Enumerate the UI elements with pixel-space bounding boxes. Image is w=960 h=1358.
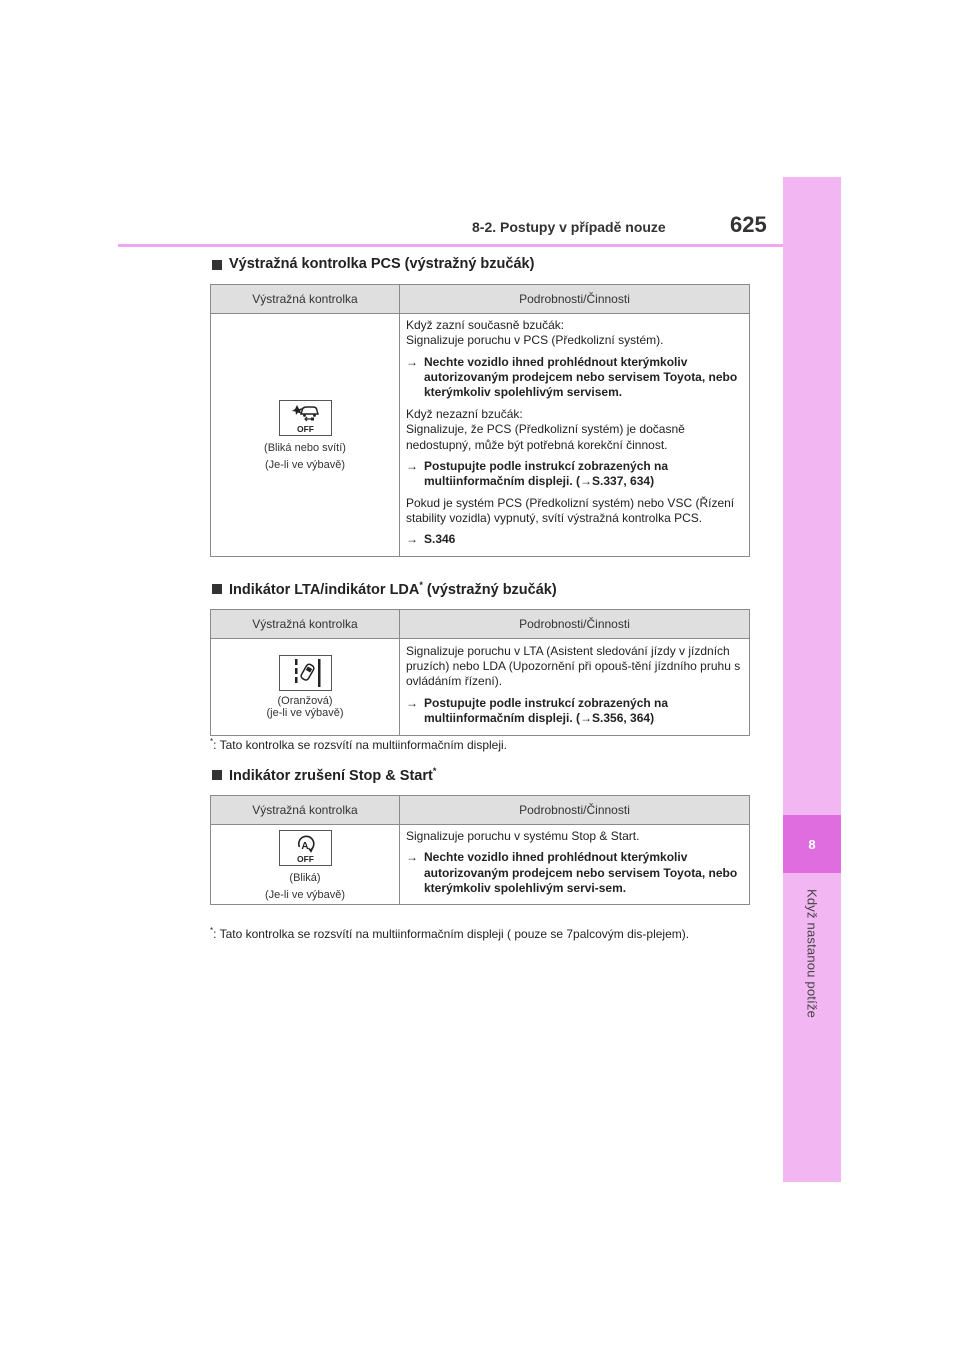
indicator-caption-equipment: (je-li ve výbavě) [266, 707, 344, 719]
action-item [406, 696, 743, 727]
running-header-section: 8-2. Postupy v případě nouze [472, 219, 666, 235]
pcs-off-icon [279, 400, 332, 436]
arrow-right-icon: → [406, 850, 418, 865]
condition-text: Když nezazní bzučák: [406, 406, 523, 421]
indicator-caption-state: (Bliká) [289, 872, 321, 885]
footnote-lta [210, 736, 750, 755]
column-header-indicator: Výstražná kontrolka [211, 796, 400, 825]
table-row [211, 314, 750, 557]
footnote-marker: * [210, 737, 214, 746]
arrow-right-icon: → [406, 354, 418, 369]
footnote-text: : Tato kontrolka se rozsvítí na multiinformačním displeji. [213, 738, 508, 752]
table-header-row [211, 796, 750, 825]
arrow-right-icon: → [406, 532, 418, 547]
paragraph [406, 318, 743, 349]
indicator-caption-color: (Oranžová) [277, 695, 333, 707]
footnote-marker: * [432, 766, 437, 776]
column-header-details: Podrobnosti/Činnosti [400, 610, 750, 639]
details-cell [400, 314, 750, 557]
action-item [406, 850, 743, 896]
header-rule [118, 244, 783, 247]
heading-lta-main: Indikátor LTA/indikátor LDA [229, 581, 420, 598]
chapter-title-text: Když nastanou potíže [804, 889, 820, 1019]
indicator-cell [211, 314, 400, 557]
square-bullet-icon [212, 770, 222, 780]
chapter-number-tab[interactable]: 8 [783, 815, 841, 873]
heading-stop-start [212, 766, 436, 784]
description-text: Signalizuje poruchu v PCS (Předkolizní systém). [406, 333, 664, 348]
lane-departure-icon [279, 655, 332, 691]
action-text [424, 459, 743, 490]
details-cell [400, 639, 750, 736]
stop-start-icon-letter: A [300, 841, 309, 853]
table-pcs [210, 284, 750, 557]
action-item [406, 355, 743, 401]
footnote-marker: * [419, 580, 423, 590]
heading-stop-start-text [229, 766, 436, 784]
column-header-indicator: Výstražná kontrolka [211, 610, 400, 639]
action-item [406, 459, 743, 490]
arrow-right-icon: → [580, 711, 593, 726]
square-bullet-icon [212, 584, 222, 594]
arrow-right-icon: → [406, 695, 418, 710]
heading-stop-start-main: Indikátor zrušení Stop & Start [229, 767, 433, 784]
column-header-indicator: Výstražná kontrolka [211, 285, 400, 314]
action-text: Nechte vozidlo ihned prohlédnout kterýmkoliv autorizovaným prodejcem nebo servisem Toyota, nebo kterýmkoliv spolehlivým servi-sem. [424, 850, 738, 896]
action-item [406, 532, 743, 547]
arrow-right-icon: → [406, 458, 418, 473]
footnote-marker: * [210, 926, 214, 935]
indicator-cell [211, 639, 400, 736]
details-cell [400, 825, 750, 905]
paragraph: Signalizuje poruchu v systému Stop & Start. [406, 829, 640, 843]
heading-pcs [212, 256, 534, 272]
page-reference-link[interactable]: S.346 [424, 532, 456, 547]
page-reference-link[interactable]: S.337, 634) [592, 474, 655, 489]
action-text-main: Postupujte podle instrukcí zobrazených na multiinformačním displeji. ( [424, 458, 669, 489]
heading-lta-text [229, 580, 557, 598]
table-lta [210, 609, 750, 736]
indicator-caption-state: (Bliká nebo svítí) [264, 442, 346, 455]
heading-lta [212, 580, 557, 598]
description-text: Signalizuje, že PCS (Předkolizní systém) je dočasně nedostupný, může být potřebná korekční činnost. [406, 422, 685, 452]
chapter-sidebar [783, 177, 841, 1182]
heading-lta-rest: (výstražný bzučák) [422, 581, 557, 598]
column-header-details: Podrobnosti/Činnosti [400, 796, 750, 825]
chapter-title [783, 889, 841, 1179]
indicator-cell [211, 825, 400, 905]
heading-pcs-text: Výstražná kontrolka PCS (výstražný bzučák) [229, 256, 535, 272]
arrow-right-icon: → [580, 474, 593, 489]
table-header-row [211, 285, 750, 314]
table-header-row [211, 610, 750, 639]
footnote-stop-start [210, 925, 750, 944]
paragraph: Signalizuje poruchu v LTA (Asistent sledování jízdy v jízdních pruzích) nebo LDA (Upozornění při opouš-tění jízdního pruhu s ovládáním řízení). [406, 643, 741, 689]
condition-text: Když zazní současně bzučák: [406, 318, 565, 332]
stop-start-off-icon [279, 830, 332, 866]
indicator-caption-equipment: (Je-li ve výbavě) [264, 458, 346, 471]
action-text [424, 696, 743, 727]
table-stop-start [210, 795, 750, 905]
paragraph: Pokud je systém PCS (Předkolizní systém) nebo VSC (Řízení stability vozidla) vypnutý, svítí výstražná kontrolka PCS. [406, 495, 735, 525]
table-row [211, 639, 750, 736]
table-row [211, 825, 750, 905]
action-text: Nechte vozidlo ihned prohlédnout kterýmkoliv autorizovaným prodejcem nebo servisem Toyota, nebo kterýmkoliv spolehlivým servisem. [424, 354, 738, 400]
page-number: 625 [730, 212, 767, 237]
action-text-main: Postupujte podle instrukcí zobrazených na multiinformačním displeji. ( [424, 695, 669, 726]
indicator-caption-equipment: (Je-li ve výbavě) [264, 888, 346, 901]
footnote-text: : Tato kontrolka se rozsvítí na multiinformačním displeji ( pouze se 7palcovým dis-plejem). [213, 927, 690, 941]
page-reference-link[interactable]: S.356, 364) [592, 711, 655, 726]
paragraph [406, 407, 743, 453]
square-bullet-icon [212, 260, 222, 270]
pcs-off-icon-text: OFF [296, 424, 314, 435]
column-header-details: Podrobnosti/Činnosti [400, 285, 750, 314]
stop-start-icon-text: OFF [296, 854, 314, 865]
